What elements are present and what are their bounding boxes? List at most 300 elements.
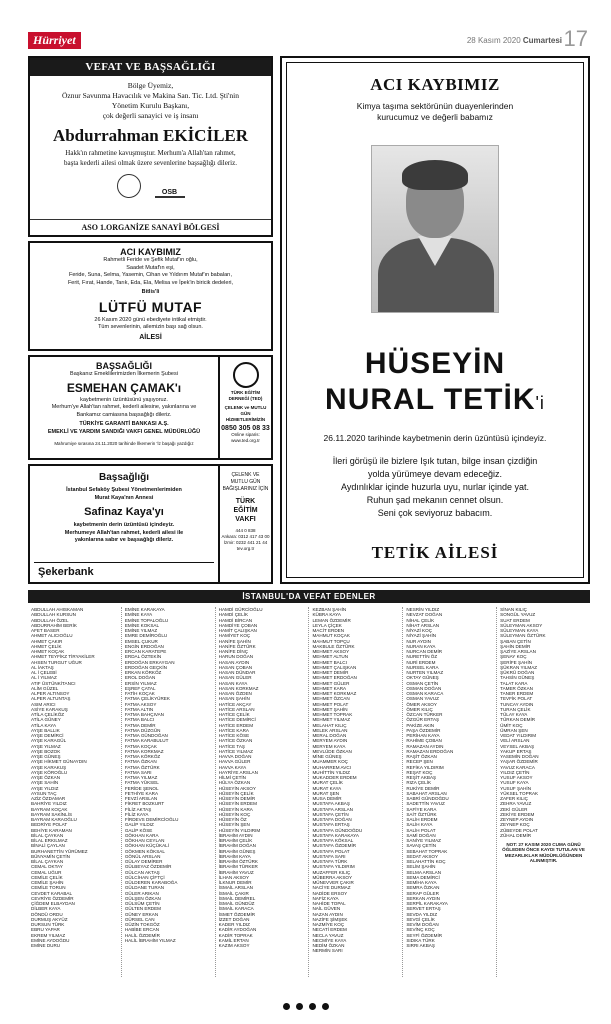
list-item: NACİYE DURMAZ [312, 885, 351, 891]
list-item: SELMA ARSLAN [406, 869, 442, 875]
list-item: NEVZAT DOĞAN [406, 612, 443, 618]
list-item: FETHİYE KARA [124, 790, 159, 796]
list-item: SIRRI AKBAŞ [406, 943, 435, 948]
list-item: MUHİTTİN YILDIZ [312, 769, 350, 775]
list-item: HASAN KAYA [218, 680, 248, 686]
list-item: ABDULLAH KURSUN [31, 612, 76, 618]
list-item: BAYRAM KOÇAK [31, 806, 68, 812]
istanbul-deaths-list [28, 590, 590, 982]
list-item: HASAN GÜLER [218, 675, 252, 681]
list-item: HATİCE DEMİRCİ [218, 717, 256, 723]
list-item: HANİFE DİNÇ [218, 649, 249, 654]
list-item: SEDAT AKSOY [406, 853, 439, 859]
list-item: ALİM GÜZEL [31, 685, 59, 691]
list-item: MUSTAFA ERTAŞ [312, 822, 350, 828]
list-item: MERAL DOĞAN [312, 733, 347, 738]
newspaper-logo[interactable]: Hürriyet [28, 32, 81, 49]
page-dot[interactable] [322, 1003, 329, 1010]
list-item: SALİH ERDEM [406, 817, 438, 822]
deaths-column [403, 607, 497, 977]
list-item: YÜKSEL TOPRAK [500, 790, 539, 796]
list-item: GÜLDANE TURAN [124, 885, 165, 891]
list-item: ZEHRA YAVUZ [500, 801, 532, 807]
list-item: DÖNDÜ ORDU [31, 911, 63, 917]
list-item: SEBAHAT TOPRAK [406, 848, 448, 854]
list-item: SEMRA ÖZKAN [406, 885, 440, 891]
list-item: NURAN KAYA [406, 643, 436, 649]
list-item: HÜSEYİN ERDEM [218, 801, 257, 807]
list-item: SAİT ÖZTÜRK [406, 811, 437, 817]
list-item: SALİH POLAT [406, 827, 436, 833]
list-item: AHMET KOÇAK [31, 649, 65, 654]
list-item: GÜNEY ERKAN [124, 911, 159, 917]
list-item: İBRAHİM DOĞAN [218, 843, 256, 849]
list-item: EMİNE KARAKAYA [124, 607, 165, 612]
list-item: OSMAN YAVUZ [406, 696, 439, 702]
obituary-message: İleri görüşü ile bizlere Işık tutan, bilge insan çizdiğin yolda yürümeye devam edeceğiz. Aydınlıklar içinde huzurla uyu, nurlar içinde yat. Ruhun şad mekanın cennet olsun. Seni çok seviyoruz babacım. [332, 456, 538, 518]
list-item: SERVET ERTAŞ [406, 906, 441, 912]
list-item: İBRAHİM TÜRKER [218, 864, 258, 870]
list-item: SERKAN AYDIN [406, 895, 440, 901]
condolence-ad-mutaf [28, 241, 273, 351]
main-obituary-frame [286, 62, 584, 578]
list-item: TANER ERDEM [500, 691, 534, 696]
page-number: 17 [563, 26, 588, 51]
list-item: VEDAT YILDIRIM [500, 733, 537, 738]
list-item: HÜSEYİN KARA [218, 806, 253, 812]
list-item: PAŞA ÖZDEMİR [406, 727, 441, 733]
list-item: HATİCE ÇELİK [218, 712, 250, 717]
ad-note: Mahrumiye sırasına 24.11.2020 tarihinde İlkemerin 'İz başağı yazdığız [54, 441, 194, 446]
list-item: FİRDEVS DEMİRCİOĞLU [124, 817, 179, 822]
list-item: EMRE DEMİROĞLU [124, 633, 168, 639]
list-item: NADİDE ERSOY [312, 890, 348, 896]
list-item: HAVVA DOĞAN [218, 754, 252, 759]
list-item: HÜSEYİN ÖZ [218, 817, 247, 822]
list-item: GALİP KÖSE [124, 827, 153, 833]
list-item: MUSTAFA KÖKSAL [312, 838, 354, 843]
list-item: MEHMET ÖZCAN [312, 696, 350, 702]
list-item: BİLAL ÇAYKAN [31, 859, 64, 864]
list-item: ALPER ALTINSOY [31, 691, 70, 696]
ted-org: TÜRK EĞİTİM DERNEĞİ (TED) [228, 390, 263, 401]
list-item: GÜLCİHAN ÇİFTÇİ [124, 874, 165, 880]
list-item: REFİKA YILDIRIM [406, 764, 444, 770]
list-item: NİYAZİ ŞAHİN [406, 633, 437, 639]
list-item: NİYAZİ KOÇ [406, 628, 433, 633]
list-item: İBRAHİM GÜNEŞ [218, 848, 256, 854]
list-item: FATMA ÖZTÜRK [124, 764, 160, 770]
list-item: YAKUP ERTAŞ [500, 748, 532, 754]
list-item: NEDİM ÖZKAN [312, 943, 345, 948]
list-item: EBRU YAPAR [31, 927, 60, 933]
list-item: FATMA SARI [124, 769, 152, 775]
list-item: PERİHAN KAYA [406, 733, 440, 738]
list-item: FEVZİ ARSLAN [124, 796, 158, 801]
list-item: MELAHAT KILIÇ [312, 722, 347, 728]
ted-phone[interactable]: 0850 305 08 33 [221, 425, 270, 432]
list-item: MEHMET KORKMAZ [312, 691, 357, 696]
ad-sponsor: ASO 1.ORGANİZE SANAYİ BÖLGESİ [30, 219, 271, 235]
list-item: REŞİT AKBAŞ [406, 775, 437, 780]
list-item: SELAHATTİN KOÇ [406, 859, 446, 864]
page-indicator [0, 1003, 611, 1010]
list-item: MEHMET KARA [312, 685, 347, 691]
list-item: MEHMET ŞAHİN [312, 706, 348, 712]
list-item: HAMDİYE ÇOBAN [218, 622, 258, 628]
list-item: HÜSEYİN YILDIRIM [218, 827, 261, 833]
ad-message: Hakk'ın rahmetine kavuşmuştur. Merhum'a Allah'tan rahmet, başta kederli ailesi olmak üzere sevenlerine başsağlığı dileriz. [64, 149, 237, 167]
list-item: BÜNYAMİN ÇETİN [31, 853, 70, 859]
list-item: MÜBERRA AKSOY [312, 874, 353, 880]
list-item: SEVİNÇ KOÇ [406, 927, 435, 933]
page-dot[interactable] [309, 1003, 316, 1010]
list-item: İBRAHİM ÇELİK [218, 838, 253, 843]
list-item: NURSEL KARA [406, 664, 439, 670]
list-item: AYŞE KARAGÜL [31, 738, 67, 744]
list-item: FATİH KOÇAK [124, 691, 155, 696]
list-item: FATMA ALTIN [124, 706, 154, 712]
list-item: NECATİ ERDEM [312, 927, 347, 933]
list-item: TAMER ÖZKAN [500, 685, 533, 691]
list-item: CEMİLE ŞAHİN [31, 880, 64, 885]
list-item: BİLAL ERKILMAZ [31, 838, 68, 843]
list-item: AHMET ÇAKIR [31, 638, 63, 644]
list-item: HASAN KORKMAZ [218, 685, 259, 691]
list-item: TÜRKAN DEMİR [500, 717, 536, 723]
list-item: SERAP GÜLER [406, 890, 439, 896]
list-item: İBRAHİM AYDIN [218, 832, 253, 838]
list-item: MURAT ŞEN [312, 790, 340, 796]
list-item: MAHMUT TOPÇU [312, 638, 350, 644]
list-item: HASAN AYDIN [218, 659, 250, 665]
ted-emblem-icon [233, 362, 259, 388]
list-item: ZEYNEP KOÇ [500, 822, 530, 828]
list-item: SEVGİ ÇELİK [406, 916, 435, 922]
sponsor-logos [30, 174, 271, 198]
list-item: ABDULLAH AHISKAMAN [31, 607, 84, 612]
list-item: RAMAZAN ERDOĞAN [406, 748, 454, 754]
list-item: REŞAT KOÇ [406, 769, 433, 775]
list-item: BEDRİYE POLAT [31, 822, 68, 828]
deaths-column [497, 607, 590, 977]
list-item: MEHMET ALTUN [312, 654, 349, 660]
list-item: MUSTAFA AKBAŞ [312, 801, 350, 807]
ad-intro: Bölge Üyemiz, Öznur Savunma Havacılık ve Makina San. Tic. Ltd. Şti'nin Yönetim Kurulu Başkanı, çok değerli sanayici ve iş insanı [62, 81, 239, 120]
list-item: AYSUN TAÇ [31, 790, 57, 796]
list-item: SERPİL KARAKAYA [406, 901, 448, 906]
list-item: FATMA DEMİR [124, 722, 156, 728]
list-item: HANİFE ÖZTÜRK [218, 643, 256, 649]
list-item: KADİR TOPRAK [218, 932, 253, 938]
list-item: MACİT ERDEN [312, 628, 345, 633]
list-item: HASAN ÇOBAN [218, 664, 253, 670]
list-item: HABİBE ERCAN [124, 927, 160, 933]
ted-ad[interactable] [220, 355, 273, 460]
list-item: YUSUF AKSOY [500, 775, 533, 780]
tev-contact[interactable]: 444 0 838 Ankara: 0312 417 43 00 İzmir: 0232 441 21 44 tev.org.tr [221, 528, 270, 551]
list-item: GÜLBEYAZ ÖZDEMİR [124, 864, 172, 870]
list-item: HÜSEYİN ŞEN [218, 822, 250, 828]
list-item: HATİCE ARSLAN [218, 706, 255, 712]
list-item: HASAN DÜNDAR [218, 670, 256, 675]
list-item: AHMET ALICIOĞLU [31, 633, 73, 639]
list-item: ÖMER KILIÇ [406, 706, 433, 712]
list-item: SALİH KAYA [406, 822, 433, 828]
list-item: YASEMİN DOĞAN [500, 754, 539, 759]
list-item: HÜSEYİN KOÇ [218, 811, 251, 817]
list-item: HATİCE ERDEM [218, 722, 254, 728]
deceased-name: LÜTFÜ MUTAF [98, 298, 203, 315]
list-item: NAZAN AYDIN [312, 911, 343, 917]
list-item: AHMET TEYFİKZ TİRYAKİLER [31, 654, 95, 660]
list-item: HAVVA GÜLER [218, 759, 251, 765]
ad-sponsor: TÜRKİYE GARANTİ BANKASI A.Ş. EMEKLİ VE YARDIM SANDIĞI VAKFI GENEL MÜDÜRLÜĞÜ [47, 421, 201, 435]
list-item: FATMA ÇELİKYÜREK [124, 696, 170, 702]
list-item: BAYRAM KARAOĞLU [31, 817, 77, 822]
page-dot[interactable] [296, 1003, 303, 1010]
deaths-note: NOT: 27 KASIM 2020 CUMA GÜNÜ ÖĞLEDEN ÖNCE KAYDI TUTULAN VE MEZARLIKLAR MÜDÜRLÜĞÜNDEN ALINMIŞTIR. [502, 842, 585, 863]
list-item: GÜLŞEN ÖZKAN [124, 895, 161, 901]
list-item: EMİNE DURU [31, 943, 61, 948]
list-item: ÖZGÜR ERTAŞ [406, 717, 440, 723]
list-item: OSMAN DOĞAN [406, 685, 442, 691]
list-item: GÜLDEREN KARABOĞA [124, 880, 178, 885]
list-item: FATMA KOÇAK [124, 743, 157, 749]
list-item: AYŞE HİKMET GÜNAYDIN [31, 759, 87, 765]
list-item: HÜLYA ÖZKAN [218, 780, 251, 786]
list-item: EMİNE AYDOĞDU [31, 937, 70, 943]
list-item: MEHMET DEMİR [312, 670, 349, 675]
list-item: İZZET DOĞAN [218, 916, 250, 922]
list-item: ÖZCAN TÜRKER [406, 712, 443, 717]
list-item: İSMAİL GÜNDÜZ [218, 901, 255, 906]
list-item: NURCAN DEMİR [406, 649, 443, 654]
list-item: SAFİYE KARA [406, 806, 437, 812]
list-item: ZEYNEP AYDIN [500, 817, 534, 822]
list-item: SIDIKA TÜRK [406, 937, 435, 943]
list-item: GÜZİN TOKGÖZ [124, 922, 160, 927]
list-item: GÖNÜL ARSLAN [124, 853, 161, 859]
list-item: MEHMET TOPRAK [312, 712, 353, 717]
deaths-column [28, 607, 122, 977]
list-item: CEMAL OKTAY [31, 864, 63, 870]
list-item: ÜMRAN ŞEN [500, 727, 528, 733]
list-item: EŞREF ÇATAL [124, 685, 156, 691]
list-item: MUSTAFA TÜRK [312, 859, 348, 864]
ad-title: Başsağlığı [98, 472, 150, 483]
list-item: ŞAHİN DEMİR [500, 643, 531, 649]
list-item: VELİ ARSLAN [500, 738, 530, 744]
list-item: GÜLAY DEMİRER [124, 859, 163, 864]
issue-date: 28 Kasım 2020 Cumartesi [466, 36, 562, 45]
list-item: MEHMET BALCI [312, 659, 347, 665]
list-item: FATMA BALCI [124, 717, 155, 723]
list-item: GÜLSÜM ÇETİN [124, 901, 160, 906]
ad-signature: AİLESİ [139, 333, 162, 341]
condolence-ad-kaya [28, 464, 220, 584]
list-item: NAİL GÜVEN [312, 906, 341, 912]
list-item: HAMDİ ÇELİK [218, 612, 249, 618]
list-item: İLHAN AKSOY [218, 874, 250, 880]
list-item: MEHMET AKSOY [312, 649, 350, 654]
list-item: SELİM ŞAHİN [406, 864, 436, 870]
deceased-first-name: HÜSEYİN [364, 347, 506, 380]
list-item: ÜMİT KOÇ [500, 722, 523, 728]
list-item: AYŞE GÜNEŞ [31, 754, 61, 759]
list-item: MUKADDER ERDEM [312, 775, 357, 780]
list-item: TAHSİN GÜNEŞ [500, 675, 535, 681]
list-item: YAŞAR ÖZDEMİR [500, 759, 538, 765]
list-item: SONGÜL YAVUZ [500, 612, 536, 618]
aso-emblem-icon [117, 174, 141, 198]
list-item: FATMA KORKMAZ [124, 748, 164, 754]
list-item: AFET BASER [31, 628, 60, 633]
list-item: AYŞE YILMAZ [31, 743, 61, 749]
list-item: MERYEM KAYA [312, 743, 346, 749]
list-item: HASAN ÖZDEN [218, 691, 252, 696]
list-item: KAMİL ERTAN [218, 937, 249, 943]
deceased-name: ESMEHAN ÇAMAK'ı [66, 380, 182, 395]
list-item: KAZIM AKSOY [218, 943, 250, 948]
list-item: SÜLEYMAN AKSOY [500, 622, 543, 628]
list-item: RECEP ŞEN [406, 759, 433, 765]
deaths-column [122, 607, 216, 977]
list-item: HATİCE KÖSE [218, 733, 250, 738]
list-item: MÜNEVVER ÇAKIR [312, 880, 354, 885]
list-item: ÖMER AKSOY [406, 701, 437, 707]
list-item: ZEKİYE ERDEM [500, 811, 535, 817]
list-item: MURAT ÇELİK [312, 780, 343, 786]
list-item: VEYSEL AKBAŞ [500, 743, 535, 749]
list-item: EMİNE YILMAZ [124, 628, 158, 633]
list-item: KADİR AYDOĞAN [218, 927, 257, 933]
list-item: HÜSEYİN AKSOY [218, 785, 256, 791]
list-item: ERSİN YILMAZ [124, 680, 157, 686]
ted-web[interactable]: Online siparis: www.ted.org.tr [231, 432, 260, 443]
list-item: GALİP YILDIZ [124, 822, 154, 828]
list-item: FATMA BAHÇIVAN [124, 712, 164, 717]
list-item: FATMA YILMAZ [124, 775, 158, 780]
list-item: FATMA ÖZKAN [124, 759, 157, 765]
list-item: GÜLCAN AKTAŞ [124, 869, 160, 875]
ad-intro: İstanbul Sefaköy Şubesi Yönetmenlerimiden Murat Kaya'nın Annesi [66, 487, 182, 501]
list-item: HASAN ŞAHİN [218, 696, 250, 702]
list-item: SEVDA YILDIZ [406, 911, 438, 917]
list-item: MEHMET YILMAZ [312, 717, 351, 723]
list-item: MUHARREM AVCI [312, 764, 351, 770]
sekerbank-logo: Şekerbank [34, 562, 214, 578]
list-item: PAKİZE AKIN [406, 722, 435, 728]
list-item: RAŞİT ÖZKAN [406, 754, 437, 759]
list-item: AZİZ ÖZDAMAR [31, 796, 66, 801]
list-item: GÜRSEL CAN [124, 916, 155, 922]
tev-ad[interactable] [220, 464, 273, 584]
list-item: AHSEN TURGUT UĞUR [31, 659, 82, 665]
list-item: ÇİĞDEM ELBAYDAN [31, 901, 75, 906]
list-item: İSMAİL ÇAKIR [218, 890, 249, 896]
tev-brand: TÜRK EĞİTİM VAKFI [233, 498, 258, 523]
ad-prefix: Bitlis'li [141, 289, 160, 295]
list-item: MUSTAFA ÇETİN [312, 811, 349, 817]
list-item: KEZBAN ŞAHİN [312, 607, 347, 612]
list-item: ZÜHAL DEMİR [500, 832, 532, 838]
list-item: HAYRİYE ARSLAN [218, 769, 258, 775]
list-item: GÖKMEN KÖKSAL [124, 848, 165, 854]
page-dot[interactable] [283, 1003, 290, 1010]
list-item: FATMA AKSOY [124, 701, 157, 707]
list-item: MUSTAFA SARI [312, 853, 346, 859]
list-item: AL İAKTAŞ [31, 664, 54, 670]
deceased-last-name: NURAL TETİK'i [325, 383, 545, 416]
deceased-name: Abdurrahman EKİCİLER [52, 126, 249, 145]
list-item: MEHMET ÇALIŞKAN [312, 664, 357, 670]
list-item: EMSEL ÇUKUR [124, 638, 158, 644]
list-item: SEMA DEMİRCİ [406, 874, 440, 880]
list-item: SABRİ GÜNDOĞDU [406, 796, 449, 801]
list-item: YAVUZ KARACA [500, 764, 535, 770]
list-item: TÜLAY KAYA [500, 712, 528, 717]
list-item: MEVLÜDE ÖZKAN [312, 748, 352, 754]
list-item: ABDULLAH ÖZEL [31, 617, 69, 623]
list-item: MAHMUT KOÇAK [312, 633, 350, 639]
ted-service: ÇELENK ve MUTLU GÜN HİZMETLERİMİZİN [224, 405, 267, 422]
list-item: HATİCE ÖZKAN [218, 738, 253, 744]
list-item: SÜLEYMAN KAYA [500, 628, 539, 633]
list-item: HATİCE KARA [218, 727, 249, 733]
list-item: LEYLA ÇİÇEK [312, 622, 342, 628]
list-item: MUSTAFA ÖZDEMİR [312, 843, 357, 849]
list-item: NİHAT ARSLAN [406, 622, 440, 628]
list-item: AL İ YILMAZ [31, 675, 57, 681]
list-item: LEMAN ÖZDEMİR [312, 617, 351, 623]
list-item: YILDIZ ÇETİN [500, 769, 530, 775]
list-item: MURAT KAYA [312, 785, 342, 791]
list-item: ATİLA KAYA [31, 722, 57, 728]
deceased-photo [371, 145, 499, 313]
deaths-columns [28, 607, 590, 977]
list-item: HALİL ÖZDEMİR [124, 932, 160, 938]
list-item: GÖKHAN CEYLAN [124, 838, 165, 843]
list-item: MEHMET POLAT [312, 701, 349, 707]
list-item: İLKNUR DEMİR [218, 880, 252, 885]
list-item: NUR AYDIN [406, 638, 431, 644]
list-item: AYŞE DEMİRCİ [31, 733, 64, 738]
list-item: AYŞE YILDIZ [31, 785, 59, 791]
obituary-date: 26.11.2020 tarihinde kaybetmenin derin üzüntüsü içindeyiz. [323, 433, 547, 443]
list-item: ERDOĞAN ERKAYGAN [124, 659, 175, 665]
list-item: MUSTAFA ARSLAN [312, 806, 353, 812]
list-item: NURİ ERDEM [406, 659, 436, 665]
list-item: FATMA KARABULUT [124, 738, 169, 744]
list-item: FİKRET BOZKURT [124, 801, 165, 807]
list-item: ŞERİFE ŞAHİN [500, 659, 533, 665]
list-item: ŞÜKRÜ DOĞAN [500, 670, 535, 675]
list-item: SUAT ERDEM [500, 617, 530, 623]
list-item: KADER YILDIZ [218, 922, 250, 927]
ad-message: kaybetmenin derin üzüntüsü içindeyiz. Merhumeye Allah'tan rahmet, kederli ailesi ile yakınlarına sabır ve başsağlığı dileriz. [64, 522, 184, 543]
list-item: NERMİN SARI [312, 948, 343, 954]
list-item: AYŞE ÖZKAN [31, 775, 61, 780]
list-item: CEVRİYE ÖZDEMİR [31, 895, 74, 901]
list-item: DİLBER KAYA [31, 906, 61, 912]
list-item: ERCAN KARATEPE [124, 649, 167, 654]
list-item: NECLA YAVUZ [312, 932, 344, 938]
list-item: FİLİZ AKTAŞ [124, 806, 152, 812]
list-item: YUSUF ŞAHİN [500, 785, 532, 791]
list-item: AYŞE KÖROĞLU [31, 769, 68, 775]
list-item: HAMDİ GÜRCİOĞLU [218, 607, 263, 612]
